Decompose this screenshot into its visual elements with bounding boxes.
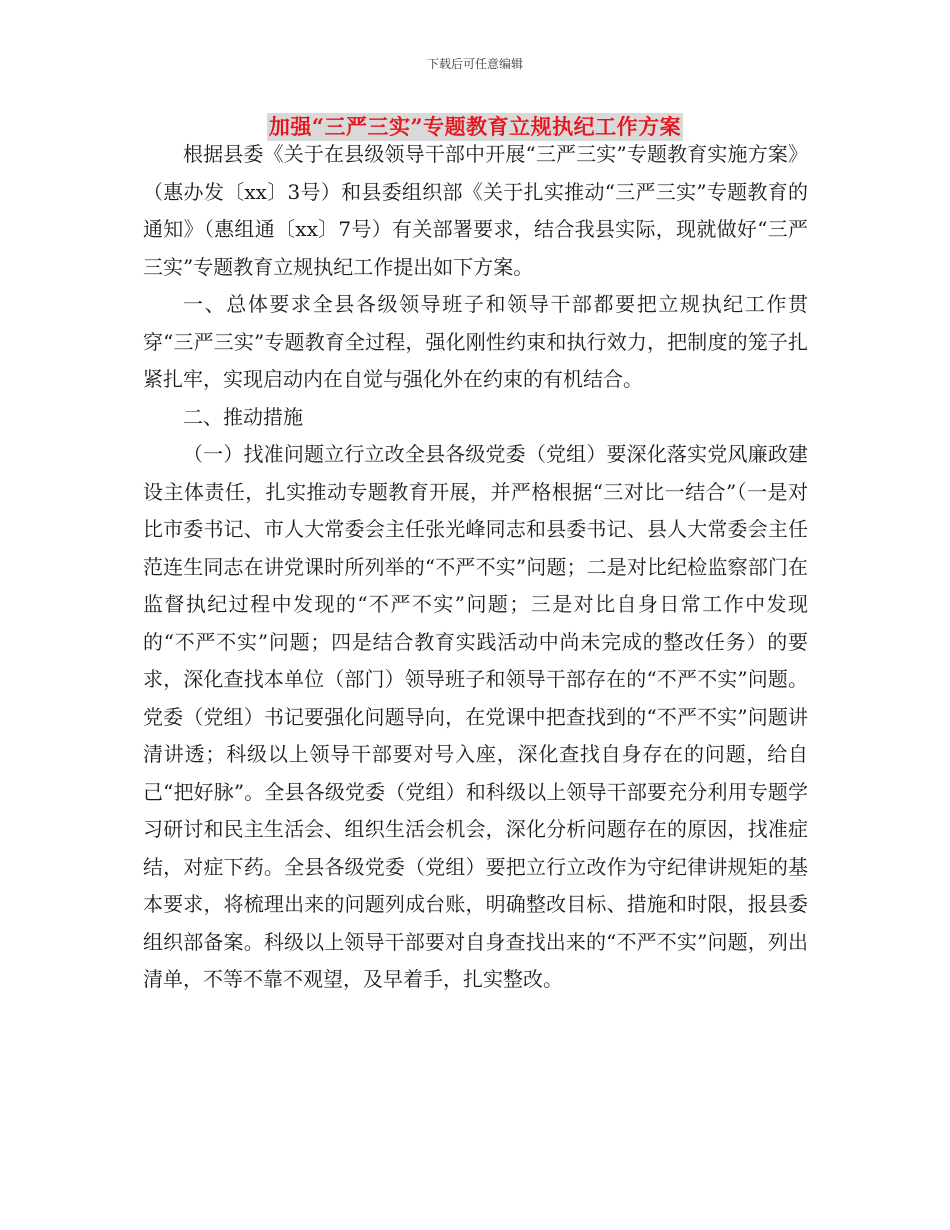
paragraph-section-heading-measures: 二、推动措施 <box>183 404 303 429</box>
document-title: 加强“三严三实”专题教育立规执纪工作方案 <box>268 114 682 139</box>
paragraph-intro: 根据县委《关于在县级领导干部中开展“三严三实”专题教育实施方案》（惠办发〔xx〕3号）和县委组织部《关于扎实推动“三严三实”专题教育的通知》（惠组通〔xx〕7号）有关部署要求，结合我县实际，现就做好“三严三实”专题教育立规执纪工作提出如下方案。 <box>143 142 808 279</box>
paragraph-measure-one: （一）找准问题立行立改全县各级党委（党组）要深化落实党风廉政建设主体责任，扎实推动专题教育开展，并严格根据“三对比一结合”（一是对比市委书记、市人大常委会主任张光峰同志和县委书记、县人大常委会主任范连生同志在讲党课时所列举的“不严不实”问题；二是对比纪检监察部门在监督执纪过程中发现的“不严不实”问题；三是对比自身日常工作中发现的“不严不实”问题；四是结合教育实践活动中尚未完成的整改任务）的要求，深化查找本单位（部门）领导班子和领导干部存在的“不严不实”问题。党委（党组）书记要强化问题导向，在党课中把查找到的“不严不实”问题讲清讲透；科级以上领导干部要对号入座，深化查找自身存在的问题，给自己“把好脉”。全县各级党委（党组）和科级以上领导干部要充分利用专题学习研讨和民主生活会、组织生活会机会，深化分析问题存在的原因，找准症结，对症下药。全县各级党委（党组）要把立行立改作为守纪律讲规矩的基本要求，将梳理出来的问题列成台账，明确整改目标、措施和时限，报县委组织部备案。科级以上领导干部要对自身查找出来的“不严不实”问题，列出清单，不等不靠不观望，及早着手，扎实整改。 <box>143 442 808 991</box>
header-note: 下载后可任意编辑 <box>426 57 523 71</box>
paragraph-general-requirements: 一、总体要求全县各级领导班子和领导干部都要把立规执纪工作贯穿“三严三实”专题教育全过程，强化刚性约束和执行效力，把制度的笼子扎紧扎牢，实现启动内在自觉与强化外在约束的有机结合。 <box>143 292 808 391</box>
document-body <box>143 136 808 999</box>
